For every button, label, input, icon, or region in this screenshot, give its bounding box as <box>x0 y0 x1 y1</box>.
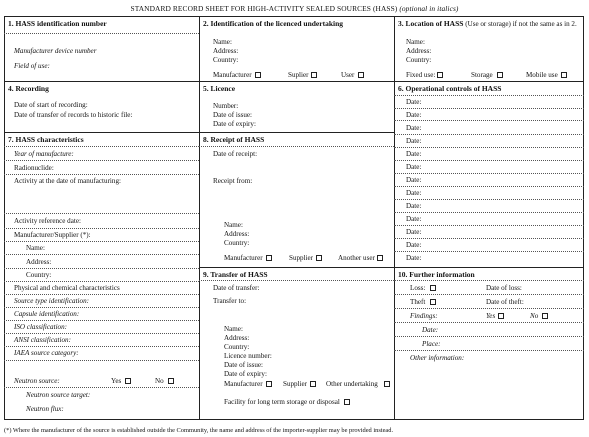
s1-field-of-use: Field of use: <box>14 62 50 70</box>
s9-to: Transfer to: <box>213 297 247 305</box>
s3-storage-checkbox[interactable] <box>497 72 503 78</box>
s2-address: Address: <box>213 47 239 55</box>
s10-date: Date: <box>422 326 439 334</box>
s7-yes: Yes <box>111 377 122 385</box>
s7-neutron-target: Neutron source target: <box>26 391 91 399</box>
s3-address: Address: <box>406 47 432 55</box>
s9-address: Address: <box>224 334 250 342</box>
s8-manufacturer-checkbox[interactable] <box>266 255 272 261</box>
s8-heading: 8. Receipt of HASS <box>203 135 265 144</box>
s6-date: Date: <box>406 254 422 262</box>
s7-iso: ISO classification: <box>14 323 67 331</box>
s2-supplier-checkbox[interactable] <box>311 72 317 78</box>
s7-neutron-yes-checkbox[interactable] <box>125 378 131 384</box>
s10-place: Place: <box>422 340 441 348</box>
s2-opt-manufacturer: Manufacturer <box>213 71 252 79</box>
s10-loss-checkbox[interactable] <box>430 285 436 291</box>
sheet-title-note: (optional in italics) <box>399 4 459 13</box>
s7-manufacturer: Manufacturer/Supplier (*): <box>14 231 91 239</box>
s7-radionuclide: Radionuclide: <box>14 164 54 172</box>
column-divider-2 <box>394 16 395 420</box>
s8-address: Address: <box>224 230 250 238</box>
s7-source-type: Source type identification: <box>14 297 89 305</box>
s9-manufacturer-checkbox[interactable] <box>266 381 272 387</box>
s8-date: Date of receipt: <box>213 150 258 158</box>
s5-expiry: Date of expiry: <box>213 120 256 128</box>
s5-issue: Date of issue: <box>213 111 253 119</box>
s2-country: Country: <box>213 56 239 64</box>
s2-name: Name: <box>213 38 232 46</box>
s3-opt-storage: Storage <box>471 71 493 79</box>
s9-issue: Date of issue: <box>224 361 264 369</box>
s8-opt-another: Another user <box>338 254 375 262</box>
s9-country: Country: <box>224 343 250 351</box>
s3-opt-mobile: Mobile use <box>526 71 558 79</box>
s3-heading-line <box>398 20 577 28</box>
s7-country: Country: <box>26 271 52 279</box>
s2-user-checkbox[interactable] <box>358 72 364 78</box>
s9-opt-manufacturer: Manufacturer <box>224 380 263 388</box>
s3-heading-note: (Use or storage) if not the same as in 2. <box>465 20 577 28</box>
s10-heading: 10. Further information <box>398 270 475 279</box>
footnote: (*) Where the manufacturer of the source is established outside the Community, the name and address of the importer-supplier may be provided instead. <box>4 427 394 434</box>
s6-date: Date: <box>406 163 422 171</box>
s9-opt-other: Other undertaking <box>326 380 378 388</box>
s10-date-theft: Date of theft: <box>486 298 524 306</box>
s9-opt-supplier: Supplier <box>283 380 308 388</box>
s10-theft-checkbox[interactable] <box>430 299 436 305</box>
s8-from: Receipt from: <box>213 177 253 185</box>
s9-licence: Licence number: <box>224 352 272 360</box>
s10-findings-yes-checkbox[interactable] <box>498 313 504 319</box>
s6-date: Date: <box>406 241 422 249</box>
s2-opt-supplier: Suplier <box>288 71 309 79</box>
s10-yes: Yes <box>486 312 496 320</box>
s9-supplier-checkbox[interactable] <box>310 381 316 387</box>
s7-neutron-no-checkbox[interactable] <box>168 378 174 384</box>
s9-facility-checkbox[interactable] <box>344 399 350 405</box>
s6-date: Date: <box>406 124 422 132</box>
s4-transfer: Date of transfer of records to historic file: <box>14 111 133 119</box>
s7-iaea: IAEA source category: <box>14 349 79 357</box>
s8-name: Name: <box>224 221 243 229</box>
s10-loss: Loss: <box>410 284 426 292</box>
s6-date: Date: <box>406 137 422 145</box>
s1-heading: 1. HASS identification number <box>8 19 107 28</box>
s6-date: Date: <box>406 176 422 184</box>
s7-name: Name: <box>26 244 45 252</box>
s9-other-checkbox[interactable] <box>384 381 390 387</box>
column-divider-1 <box>199 16 200 420</box>
s6-date: Date: <box>406 189 422 197</box>
row-divider-col1 <box>4 132 199 133</box>
s7-capsule: Capsule identification: <box>14 310 80 318</box>
s6-heading: 6. Operational controls of HASS <box>398 84 502 93</box>
s3-heading: 3. Location of HASS <box>398 19 464 28</box>
sheet-title <box>0 4 589 13</box>
s7-year: Year of manufacture: <box>14 150 74 158</box>
s7-ansi: ANSI classification: <box>14 336 71 344</box>
s3-mobile-checkbox[interactable] <box>561 72 567 78</box>
s3-opt-fixed: Fixed use: <box>406 71 436 79</box>
s10-no: No <box>530 312 539 320</box>
s3-name: Name: <box>406 38 425 46</box>
s10-findings-no-checkbox[interactable] <box>542 313 548 319</box>
s2-manufacturer-checkbox[interactable] <box>255 72 261 78</box>
s8-opt-manufacturer: Manufacturer <box>224 254 263 262</box>
s7-address: Address: <box>26 258 52 266</box>
s7-activity: Activity at the date of manufacturing: <box>14 177 121 185</box>
s7-neutron: Neutron source: <box>14 377 60 385</box>
s10-theft: Theft <box>410 298 426 306</box>
row-divider-col2 <box>199 132 394 133</box>
s8-supplier-checkbox[interactable] <box>316 255 322 261</box>
s9-name: Name: <box>224 325 243 333</box>
sheet-title-main: STANDARD RECORD SHEET FOR HIGH-ACTIVITY SEALED SOURCES (HASS) <box>130 4 398 13</box>
s6-date: Date: <box>406 150 422 158</box>
s1-device-number: Manufacturer device number <box>14 47 97 55</box>
s10-date-loss: Date of loss: <box>486 284 522 292</box>
s9-heading: 9. Transfer of HASS <box>203 270 268 279</box>
row-divider-1 <box>4 81 584 82</box>
s4-start: Date of start of recording: <box>14 101 88 109</box>
s3-country: Country: <box>406 56 432 64</box>
s8-country: Country: <box>224 239 250 247</box>
s9-expiry: Date of expiry: <box>224 370 267 378</box>
s6-date: Date: <box>406 111 422 119</box>
s5-heading: 5. Licence <box>203 84 236 93</box>
s7-physical: Physical and chemical characteristics <box>14 284 120 292</box>
s5-number: Number: <box>213 102 239 110</box>
s4-heading: 4. Recording <box>8 84 49 93</box>
s6-date: Date: <box>406 215 422 223</box>
s10-other: Other information: <box>410 354 465 362</box>
s2-opt-user: User <box>341 71 355 79</box>
dotted-line <box>4 33 199 34</box>
s6-date: Date: <box>406 228 422 236</box>
s9-date: Date of transfer: <box>213 284 260 292</box>
s8-opt-supplier: Supplier <box>289 254 314 262</box>
s10-findings: Findings: <box>410 312 438 320</box>
s6-date: Date: <box>406 202 422 210</box>
s9-facility: Facility for long term storage or disposal <box>224 398 340 406</box>
s2-heading: 2. Identification of the licenced undertaking <box>203 19 343 28</box>
row-divider-2 <box>199 267 584 268</box>
s7-activity-ref: Activity reference date: <box>14 217 81 225</box>
s6-date: Date: <box>406 98 422 106</box>
s7-neutron-flux: Neutron flux: <box>26 405 64 413</box>
s7-heading: 7. HASS characteristics <box>8 135 84 144</box>
s3-fixed-checkbox[interactable] <box>437 72 443 78</box>
s7-no: No <box>155 377 164 385</box>
s8-another-checkbox[interactable] <box>377 255 383 261</box>
